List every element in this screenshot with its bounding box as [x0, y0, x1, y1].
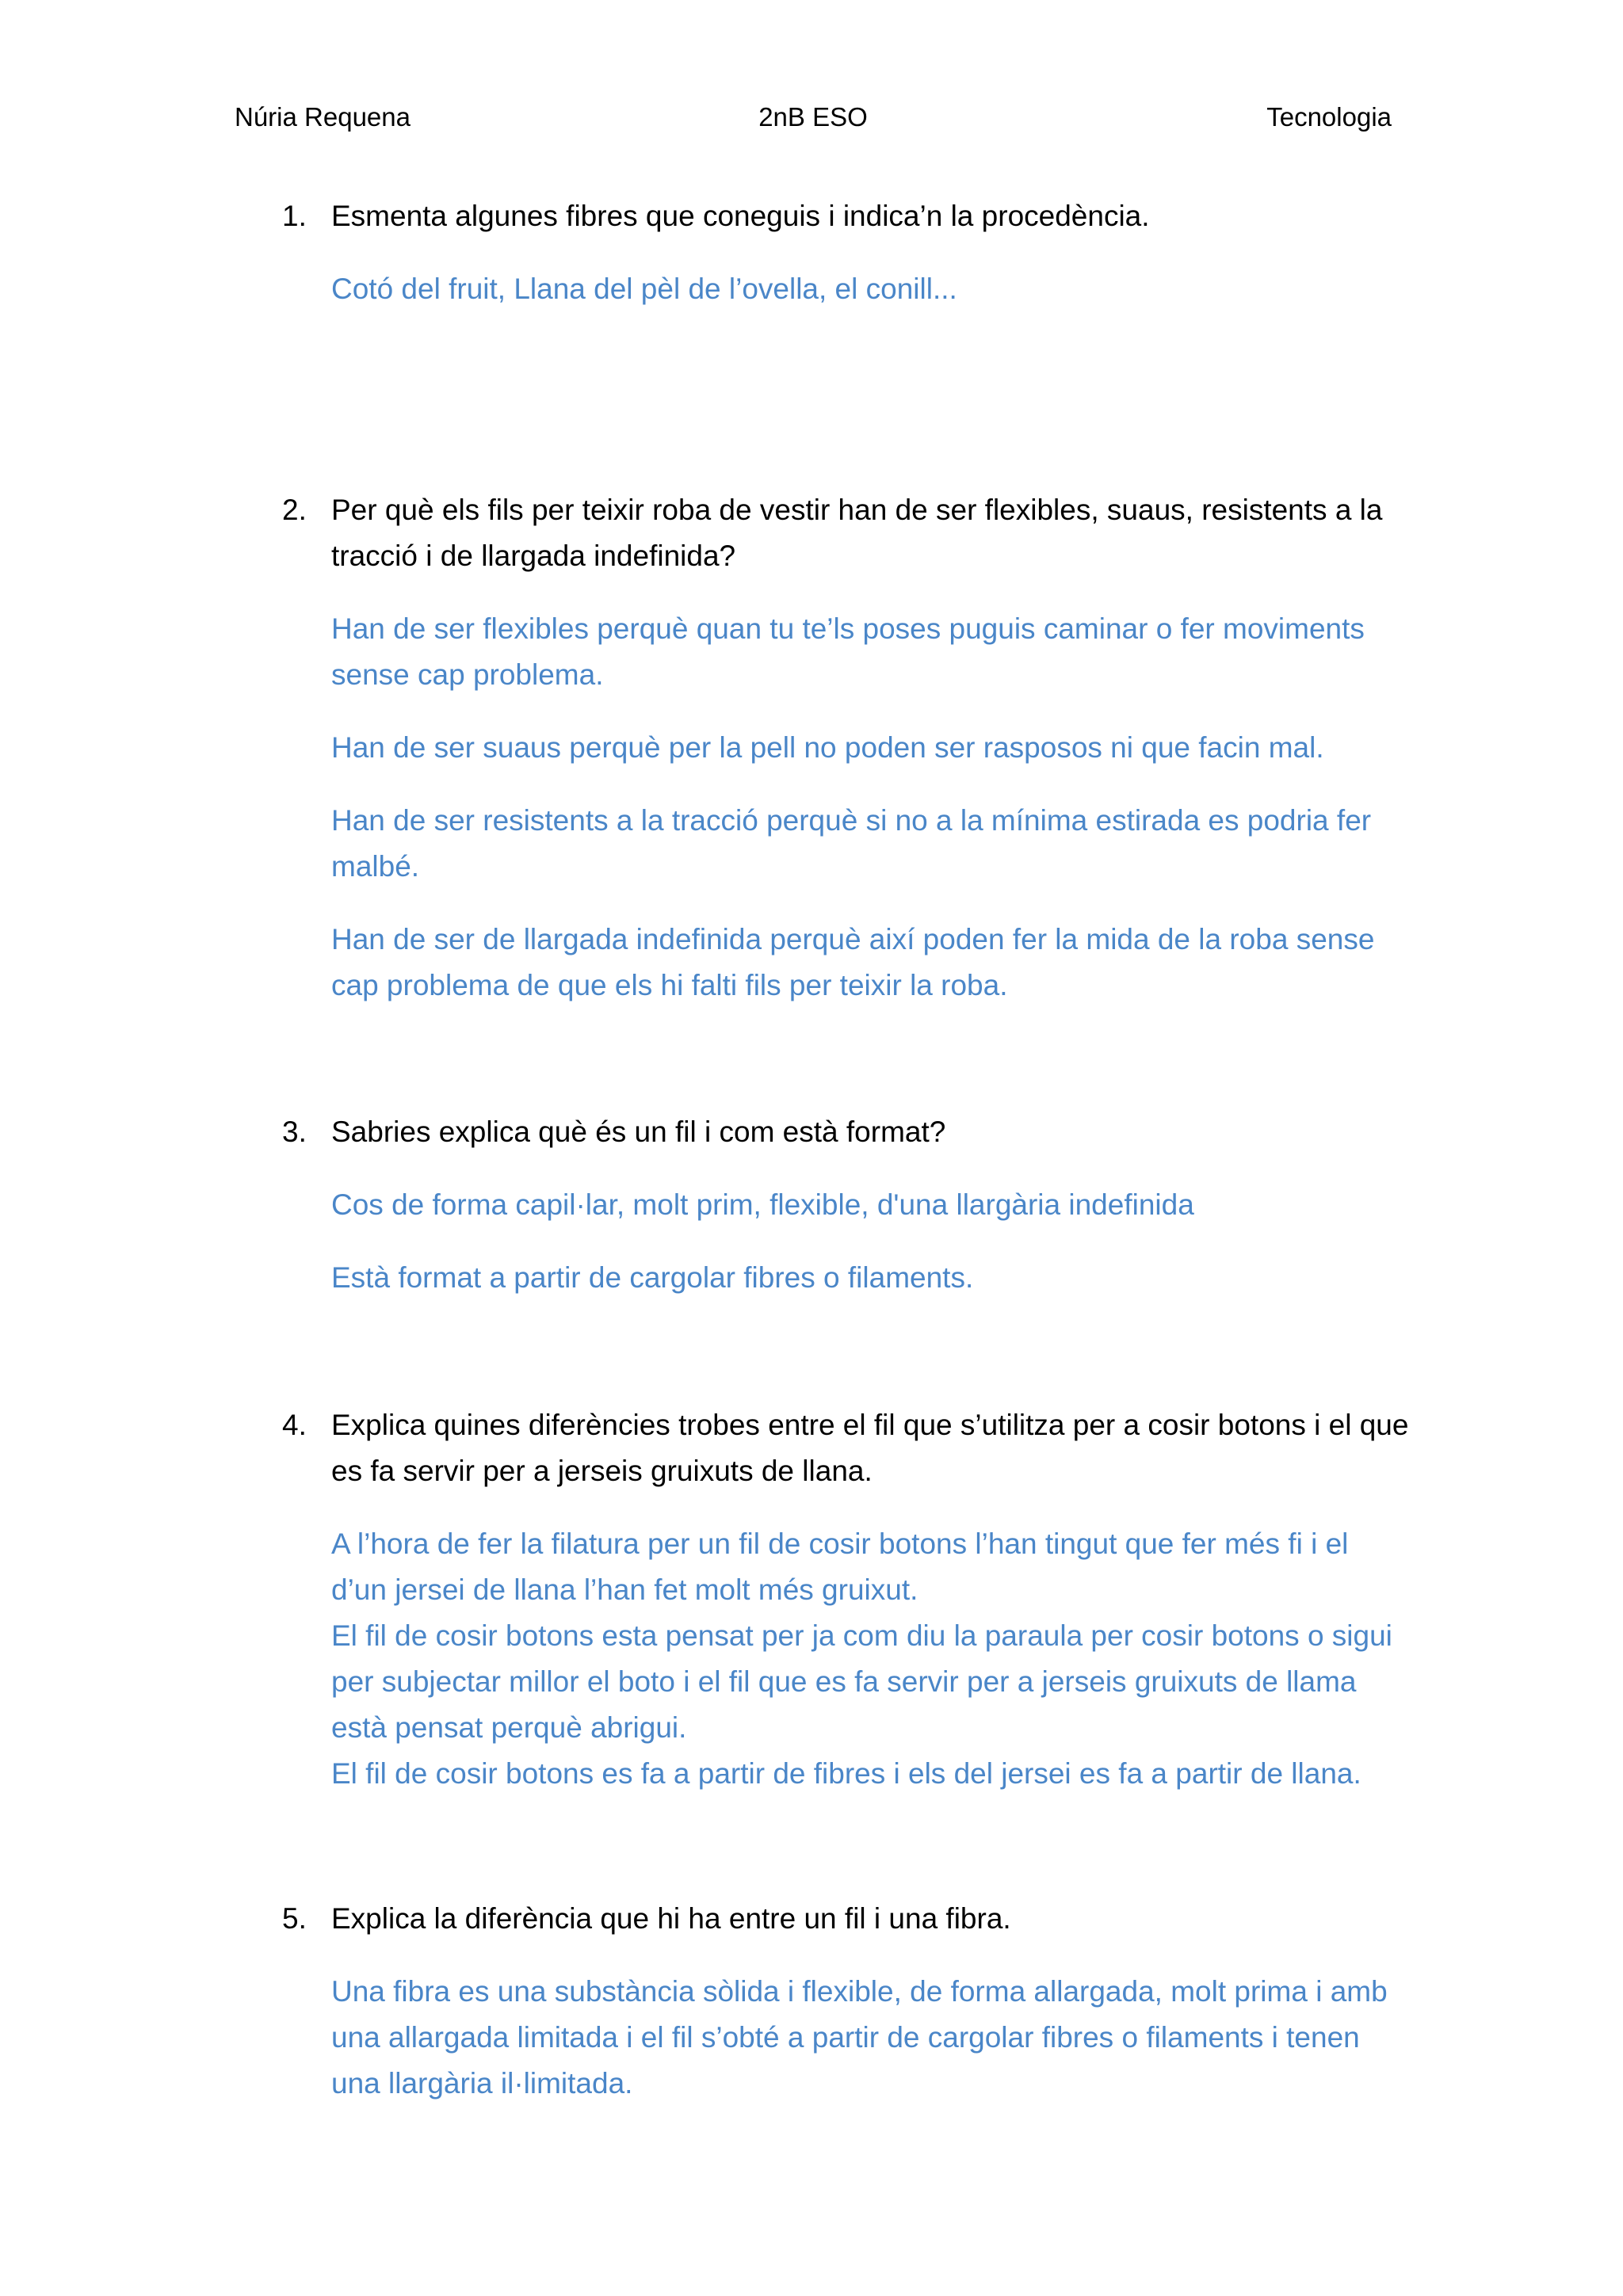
answer-paragraph: El fil de cosir botons esta pensat per ja com diu la paraula per cosir botons o sigui per subjectar millor el boto i el fil que es fa servir per a jerseis gruixuts de llama està pensat perquè abrigui.: [331, 1619, 1392, 1744]
header-group: 2nB ESO: [758, 102, 868, 132]
question-text: Explica la diferència que hi ha entre un fil i una fibra.: [331, 1902, 1011, 1935]
answer-paragraph: El fil de cosir botons es fa a partir de fibres i els del jersei es fa a partir de llana.: [331, 1757, 1361, 1790]
answer-paragraph: Han de ser de llargada indefinida perquè així poden fer la mida de la roba sense cap problema de que els hi falti fils per teixir la roba.: [331, 923, 1375, 1001]
header-author: Núria Requena: [235, 102, 411, 132]
question-text: Per què els fils per teixir roba de vestir han de ser flexibles, suaus, resistents a la tracció i de llargada indefinida?: [331, 494, 1383, 572]
answer-paragraph: Han de ser suaus perquè per la pell no poden ser rasposos ni que facin mal.: [331, 731, 1324, 764]
question-number: 4.: [282, 1409, 307, 1441]
header-subject: Tecnologia: [1266, 102, 1392, 132]
question-number: 2.: [282, 494, 307, 526]
question-number: 1.: [282, 200, 307, 232]
question-number: 3.: [282, 1116, 307, 1148]
question-text: Explica quines diferències trobes entre el fil que s’utilitza per a cosir botons i el que es fa servir per a jerseis gruixuts de llana.: [331, 1409, 1409, 1487]
answer-paragraph: Està format a partir de cargolar fibres o filaments.: [331, 1261, 974, 1294]
answer-paragraph: Cotó del fruit, Llana del pèl de l’ovella, el conill...: [331, 273, 957, 305]
answer-paragraph: Han de ser resistents a la tracció perquè si no a la mínima estirada es podria fer malbé.: [331, 804, 1372, 883]
question-number: 5.: [282, 1902, 307, 1935]
answer-paragraph: Cos de forma capil·lar, molt prim, flexible, d'una llargària indefinida: [331, 1188, 1194, 1221]
answer-paragraph: Una fibra es una substància sòlida i flexible, de forma allargada, molt prima i amb una allargada limitada i el fil s’obté a partir de cargolar fibres o filaments i tenen una llargària il·limitada.: [331, 1975, 1388, 2100]
answer-paragraph: Han de ser flexibles perquè quan tu te’ls poses puguis caminar o fer moviments sense cap problema.: [331, 612, 1365, 691]
answer-paragraph: A l’hora de fer la filatura per un fil de cosir botons l’han tingut que fer més fi i el d’un jersei de llana l’han fet molt més gruixut.: [331, 1527, 1349, 1606]
question-text: Esmenta algunes fibres que coneguis i indica’n la procedència.: [331, 200, 1150, 232]
page-header: [235, 100, 1392, 135]
question-text: Sabries explica què és un fil i com està format?: [331, 1116, 946, 1148]
